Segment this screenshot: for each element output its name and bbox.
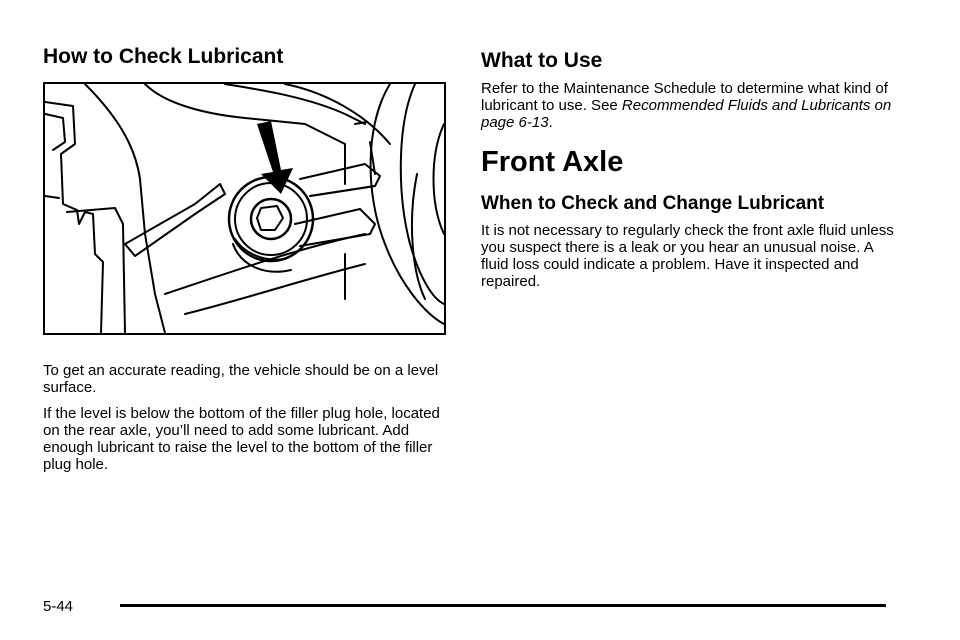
when-to-check-heading: When to Check and Change Lubricant — [481, 193, 825, 214]
axle-filler-plug-illustration — [43, 82, 446, 335]
what-to-use-heading: What to Use — [481, 49, 603, 72]
what-to-use-text: Refer to the Maintenance Schedule to determine what kind of lubricant to use. See — [481, 80, 888, 114]
level-surface-paragraph: To get an accurate reading, the vehicle should be on a level surface. — [43, 362, 439, 396]
recommended-fluids-reference: Recommended Fluids and Lubricants on page 6-13 — [481, 97, 892, 131]
page-number: 5-44 — [43, 598, 74, 615]
when-to-check-paragraph: It is not necessary to regularly check the front axle fluid unless you suspect there is a leak or you hear an unusual noise. A fluid loss could indicate a problem. Have it inspected and repaired. — [481, 222, 894, 290]
right-column — [481, 48, 901, 299]
how-to-check-heading: How to Check Lubricant — [43, 45, 284, 68]
footer-rule — [120, 604, 886, 607]
what-to-use-end: . — [548, 114, 553, 131]
add-lubricant-paragraph: If the level is below the bottom of the filler plug hole, located on the rear axle, you’ll need to add some lubricant. Add enough lubricant to raise the level to the bottom of the filler plug hole. — [43, 405, 440, 473]
left-column — [43, 44, 448, 482]
front-axle-title: Front Axle — [481, 146, 624, 178]
axle-line-drawing — [45, 84, 444, 333]
what-to-use-paragraph — [481, 80, 901, 131]
